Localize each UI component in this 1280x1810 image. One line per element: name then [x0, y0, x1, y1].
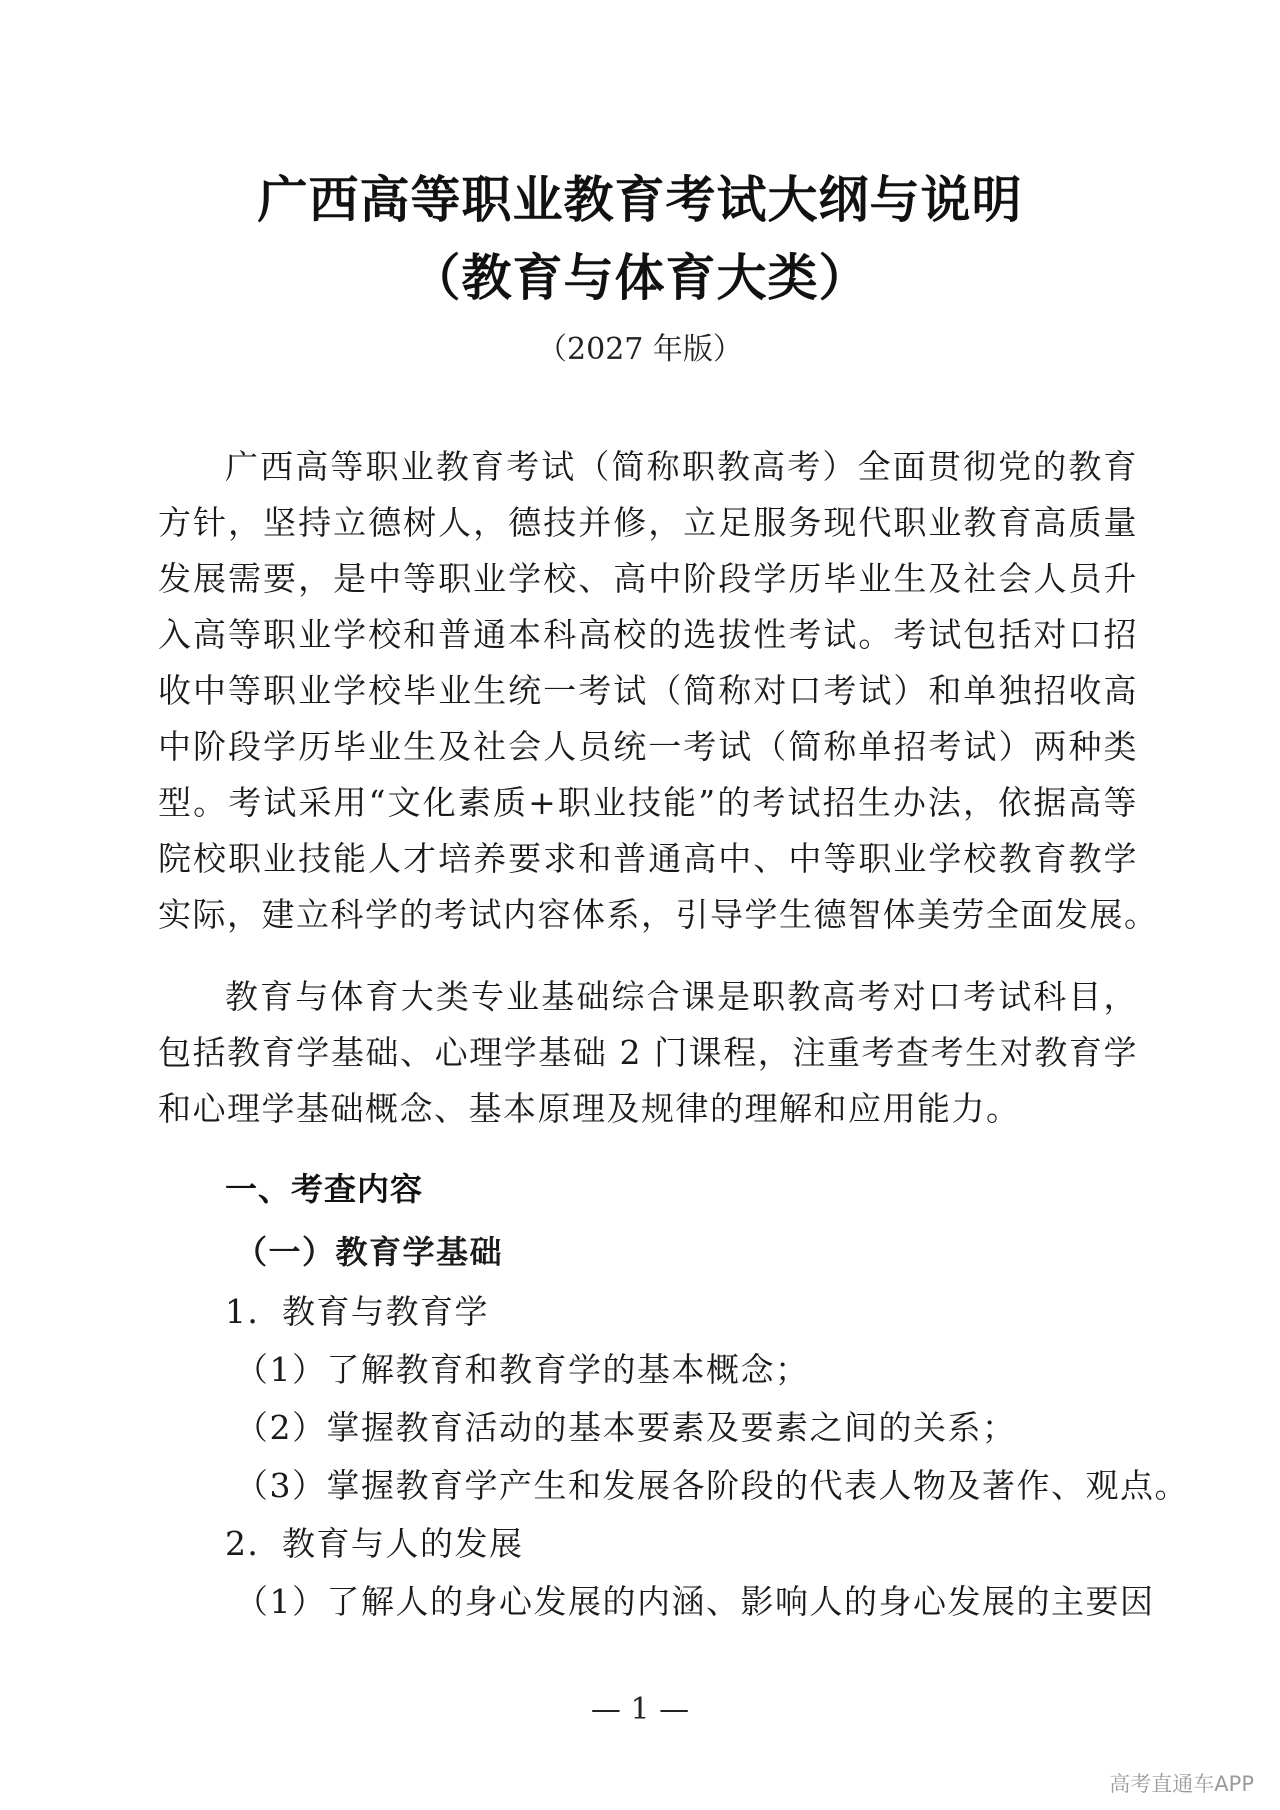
intro-line: 方针，坚持立德树人，德技并修，立足服务现代职业教育高质量: [158, 503, 1138, 542]
topic-item: （1）了解教育和教育学的基本概念；: [235, 1350, 810, 1389]
intro-line: 中阶段学历毕业生及社会人员统一考试（简称单招考试）两种类: [158, 727, 1138, 766]
topic-item: （1）了解人的身心发展的内涵、影响人的身心发展的主要因: [235, 1582, 1155, 1621]
intro-line: 型。考试采用“文化素质+职业技能”的考试招生办法，依据高等: [158, 783, 1138, 822]
intro-line: 实际，建立科学的考试内容体系，引导学生德智体美劳全面发展。: [158, 895, 1159, 934]
subsection-heading: （一）教育学基础: [235, 1233, 504, 1271]
topic-item: （2）掌握教育活动的基本要素及要素之间的关系；: [235, 1408, 1017, 1447]
intro-line: 入高等职业学校和普通本科高校的选拔性考试。考试包括对口招: [158, 615, 1138, 654]
topic-heading: 1．教育与教育学: [225, 1292, 489, 1331]
intro-line: 发展需要，是中等职业学校、高中阶段学历毕业生及社会人员升: [158, 559, 1138, 598]
document-title: 广西高等职业教育考试大纲与说明: [257, 170, 1023, 229]
topic-heading: 2．教育与人的发展: [225, 1524, 524, 1563]
topic-item: （3）掌握教育学产生和发展各阶段的代表人物及著作、观点。: [235, 1466, 1189, 1505]
subject-line: 教育与体育大类专业基础综合课是职教高考对口考试科目，: [225, 977, 1138, 1016]
subject-line: 和心理学基础概念、基本原理及规律的理解和应用能力。: [158, 1089, 1021, 1128]
document-subtitle: （教育与体育大类）: [410, 248, 870, 307]
intro-line: 收中等职业学校毕业生统一考试（简称对口考试）和单独招收高: [158, 671, 1138, 710]
watermark: 高考直通车APP: [1109, 1772, 1254, 1796]
page-number: — 1 —: [590, 1692, 690, 1727]
edition-label: （2027 年版）: [537, 332, 743, 367]
section-heading: 一、考查内容: [225, 1170, 424, 1208]
subject-line: 包括教育学基础、心理学基础 2 门课程，注重考查考生对教育学: [158, 1033, 1138, 1072]
intro-line: 广西高等职业教育考试（简称职教高考）全面贯彻党的教育: [225, 447, 1138, 486]
intro-line: 院校职业技能人才培养要求和普通高中、中等职业学校教育教学: [158, 839, 1138, 878]
